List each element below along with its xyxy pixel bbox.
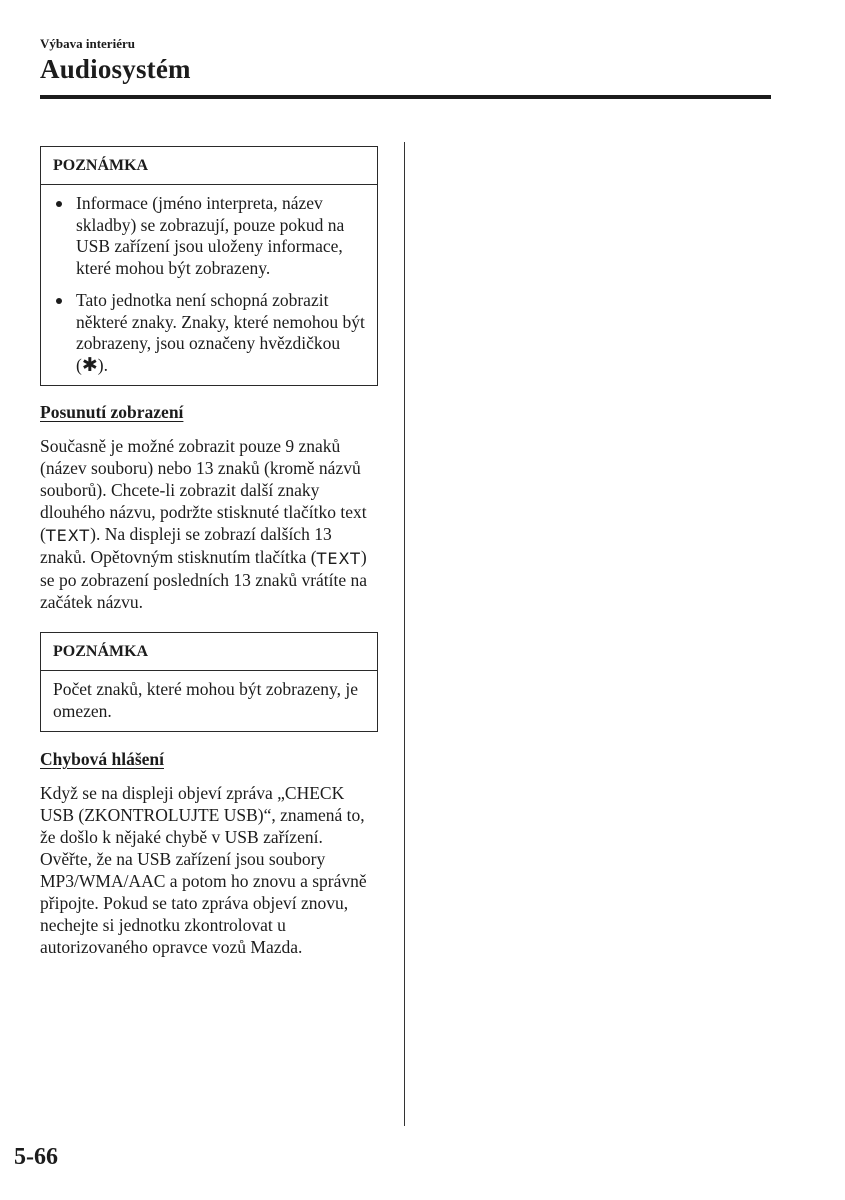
scroll-text-3: ) se po zobrazení posledních 13 znaků vrátíte na začátek názvu.	[40, 547, 368, 612]
note-list	[53, 193, 367, 376]
page-number: 5-66	[14, 1144, 58, 1170]
note-body	[41, 671, 377, 731]
note-text: Počet znaků, které mohou být zobrazeny, je omezen.	[53, 679, 359, 721]
note-item-text: Informace (jméno interpreta, název skladby) se zobrazují, pouze pokud na USB zařízení jsou uloženy informace, které mohou být zobrazeny.	[76, 193, 345, 278]
text-button-symbol: TEXT	[45, 526, 91, 545]
error-paragraph: Když se na displeji objeví zpráva „CHECK USB (ZKONTROLUJTE USB)“, znamená to, že došlo k nějaké chybě v USB zařízení. Ověřte, že na USB zařízení jsou soubory MP3/WMA/AAC a potom ho znovu a správně připojte. Pokud se tato zpráva objeví znovu, nechejte si jednotku zkontrolovat u autorizovaného opravce vozů Mazda.	[40, 783, 367, 957]
scroll-text-1: Současně je možné zobrazit pouze 9 znaků (název souboru) nebo 13 znaků (kromě názvů souborů). Chcete-li zobrazit další znaky dlouhého názvu, podržte stisknuté tlačítko text (	[40, 436, 367, 544]
note-item-text: Tato jednotka není schopná zobrazit některé znaky. Znaky, které nemohou být zobrazeny, jsou označeny hvězdičkou (	[76, 290, 365, 375]
note-header: POZNÁMKA	[41, 633, 377, 671]
note-box	[40, 146, 378, 386]
text-button-symbol: TEXT	[316, 549, 361, 568]
asterisk-icon: ✱	[81, 353, 98, 376]
section-label: Výbava interiéru	[40, 36, 135, 51]
scroll-paragraph	[40, 435, 378, 613]
note-box	[40, 632, 378, 732]
note-list-item	[53, 193, 367, 279]
scroll-text-2: ). Na displeji se zobrazí dalších 13 znaků. Opětovným stisknutím tlačítka (	[40, 524, 332, 567]
note-list-item	[53, 290, 367, 376]
page-title: Audiosystém	[40, 54, 191, 84]
error-heading: Chybová hlášení	[40, 749, 164, 769]
note-body	[41, 185, 377, 385]
note-item-text-end: ).	[97, 354, 108, 375]
note-header: POZNÁMKA	[41, 147, 377, 185]
column-divider	[404, 142, 405, 1126]
left-column	[40, 146, 378, 958]
scroll-heading: Posunutí zobrazení	[40, 402, 184, 422]
title-rule	[40, 95, 771, 99]
